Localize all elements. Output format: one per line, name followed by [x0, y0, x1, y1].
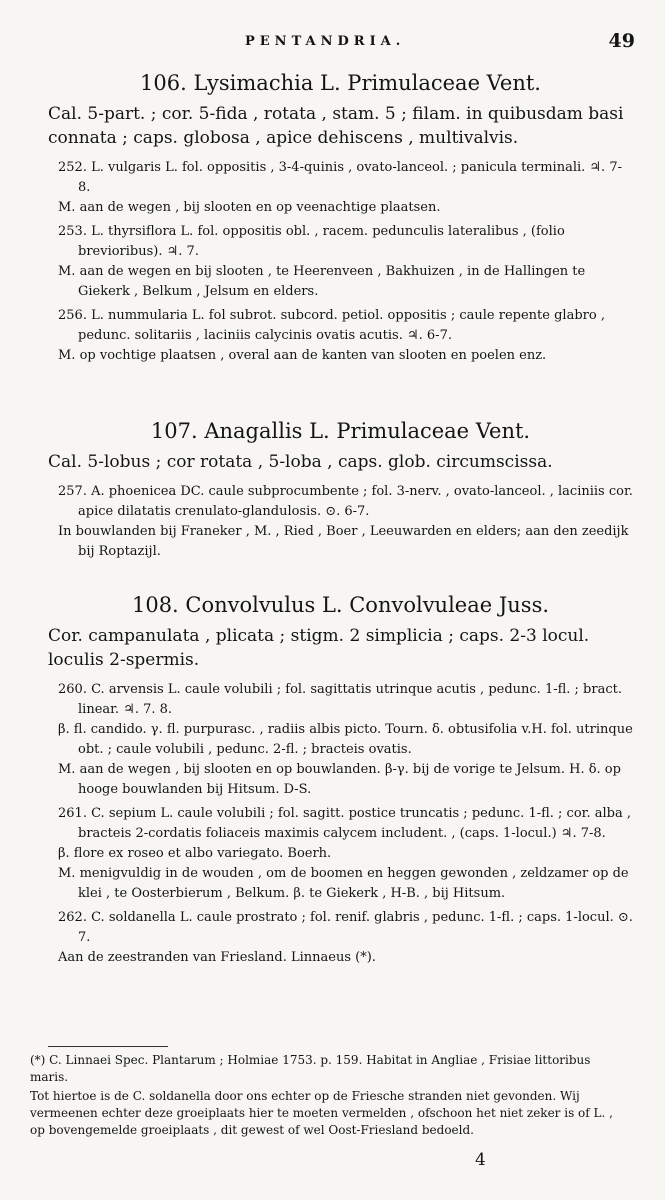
locality-text: M. aan de wegen , bij slooten en op veenachtige plaatsen. — [58, 200, 441, 215]
running-title: PENTANDRIA. — [245, 34, 406, 49]
genus-anagallis — [48, 418, 633, 562]
genus-convolvulus — [48, 592, 633, 968]
variety-text: β. fl. candido. γ. fl. purpurasc. , radiis albis picto. Tourn. δ. obtusifolia v.H. fol. utrinque obt. ; caule volubili , pedunc. 2-fl. ; bracteis ovatis. — [58, 722, 633, 757]
genus-character: Cal. 5-lobus ; cor rotata , 5-loba , caps. glob. circumscissa. — [48, 452, 553, 472]
species-entry: 256. L. nummularia L. fol subrot. subcord. petiol. oppositis ; caule repente glabro , pedunc. solitariis , laciniis calycinis ovatis acutis. ♃. 6-7. — [58, 308, 605, 343]
locality-text: M. menigvuldig in de wouden , om de boomen en heggen gewonden , zeldzamer op de klei , te Oosterbierum , Belkum. β. te Giekerk , H-B. , bij Hitsum. — [58, 866, 629, 901]
genus-heading: 106. Lysimachia L. Primulaceae Vent. — [140, 71, 541, 95]
locality-text: M. aan de wegen , bij slooten en op bouwlanden. β-γ. bij de vorige te Jelsum. H. δ. op hooge bouwlanden bij Hitsum. D-S. — [58, 762, 621, 797]
species-entry: 252. L. vulgaris L. fol. oppositis , 3-4-quinis , ovato-lanceol. ; panicula terminali. ♃. 7-8. — [58, 160, 622, 195]
locality-text: M. op vochtige plaatsen , overal aan de kanten van slooten en poelen enz. — [58, 348, 547, 363]
variety-text: β. flore ex roseo et albo variegato. Boerh. — [58, 846, 332, 861]
species-entry: 262. C. soldanella L. caule prostrato ; fol. renif. glabris , pedunc. 1-fl. ; caps. 1-locul. ⊙. 7. — [58, 910, 633, 945]
locality-text: M. aan de wegen en bij slooten , te Heerenveen , Bakhuizen , in de Hallingen te Giekerk , Belkum , Jelsum en elders. — [58, 264, 586, 299]
genus-character: Cal. 5-part. ; cor. 5-fida , rotata , stam. 5 ; filam. in quibusdam basi connata ; caps. globosa , apice dehiscens , multivalvis. — [48, 104, 624, 148]
species-entry: 260. C. arvensis L. caule volubili ; fol. sagittatis utrinque acutis , pedunc. 1-fl. ; bract. linear. ♃. 7. 8. — [58, 682, 622, 717]
footnote-line: Tot hiertoe is de C. soldanella door ons echter op de Friesche stranden niet gevonden. Wij vermeenen echter deze groeiplaats hier te moeten vermelden , ofschoon het niet zeker is of L. , op bovengemelde groeiplaats , dit gewest of wel Oost-Friesland bedoeld. — [30, 1089, 613, 1137]
signature-mark: 4 — [475, 1150, 486, 1170]
species-entry: 253. L. thyrsiflora L. fol. oppositis obl. , racem. pedunculis lateralibus , (folio brevioribus). ♃. 7. — [58, 224, 565, 259]
genus-lysimachia — [48, 70, 633, 366]
species-entry: 261. C. sepium L. caule volubili ; fol. sagitt. postice truncatis ; pedunc. 1-fl. ; cor. alba , bracteis 2-cordatis foliaceis maximis calycem includent. , (caps. 1-locul.) ♃. 7-8. — [58, 806, 631, 841]
genus-heading: 108. Convolvulus L. Convolvuleae Juss. — [131, 593, 550, 617]
locality-text: In bouwlanden bij Franeker , M. , Ried , Boer , Leeuwarden en elders; aan den zeedijk bij Roptazijl. — [58, 524, 629, 559]
genus-heading: 107. Anagallis L. Primulaceae Vent. — [150, 419, 531, 443]
locality-text: Aan de zeestranden van Friesland. Linnaeus (*). — [58, 950, 376, 965]
species-entry: 257. A. phoenicea DC. caule subprocumbente ; fol. 3-nerv. , ovato-lanceol. , laciniis cor. apice dilatatis crenulato-glandulosis. ⊙. 6-7. — [58, 484, 633, 519]
footnote-rule — [48, 1046, 168, 1047]
footnote-line: (*) C. Linnaei Spec. Plantarum ; Holmiae 1753. p. 159. Habitat in Angliae , Frisiae littoribus maris. — [30, 1053, 591, 1084]
genus-character: Cor. campanulata , plicata ; stigm. 2 simplicia ; caps. 2-3 locul. loculis 2-spermis. — [48, 626, 590, 670]
footnote — [30, 1052, 630, 1141]
running-header — [0, 30, 665, 54]
page-number: 49 — [608, 30, 635, 52]
